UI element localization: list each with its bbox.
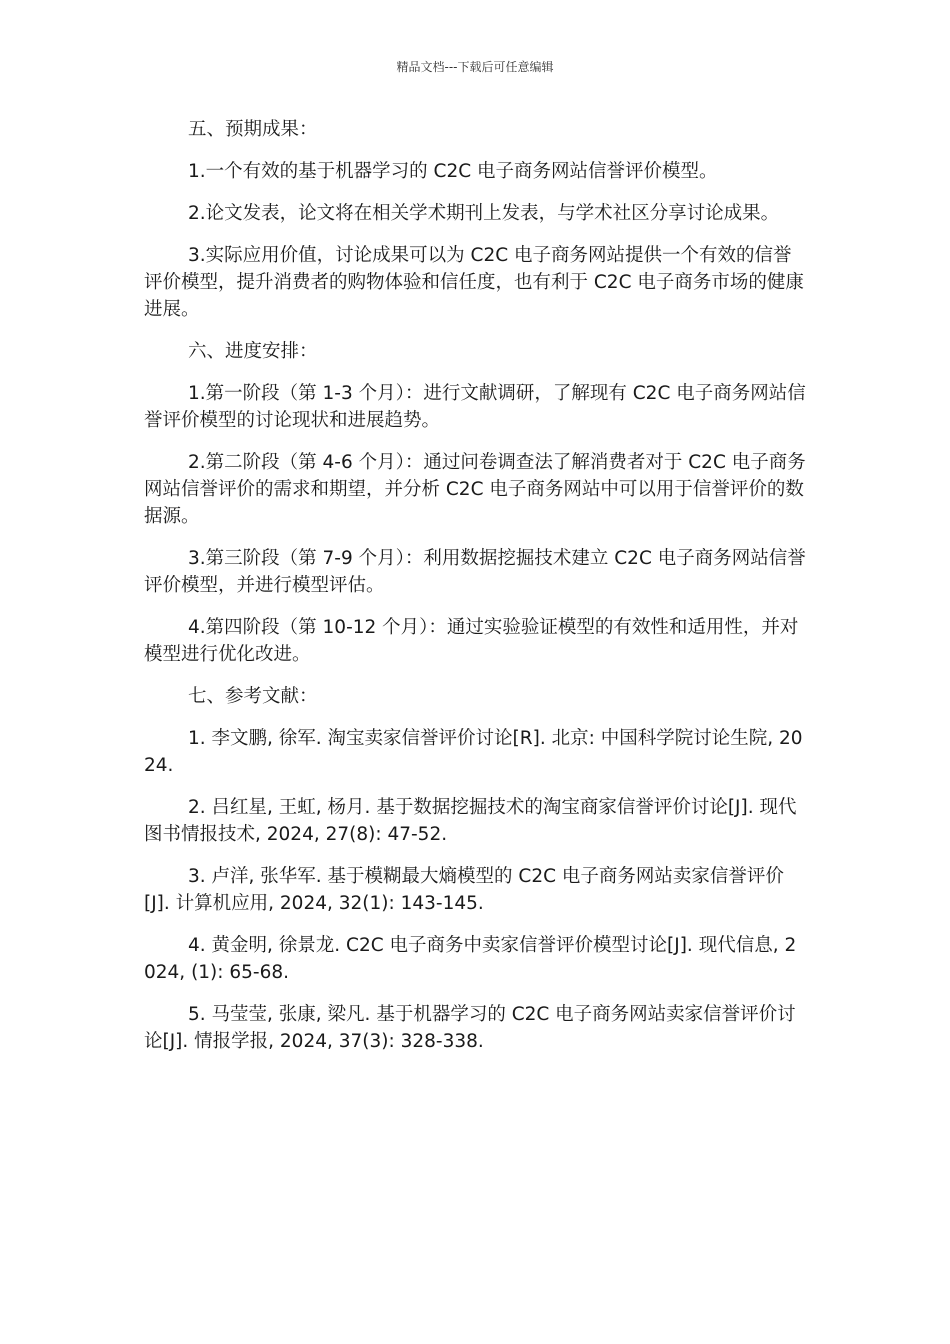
page-header: 精品文档---下载后可任意编辑 [396,60,554,74]
section-heading-schedule: 六、进度安排： [188,341,318,362]
paragraph: 1.第一阶段（第 1-3 个月）：进行文献调研，了解现有 C2C 电子商务网站信誉评价模型的讨论现状和进展趋势。 [144,383,806,431]
paragraph: 3.第三阶段（第 7-9 个月）：利用数据挖掘技术建立 C2C 电子商务网站信誉评价模型，并进行模型评估。 [144,548,806,596]
reference-item: 5. 马莹莹, 张康, 梁凡. 基于机器学习的 C2C 电子商务网站卖家信誉评价讨论[J]. 情报学报, 2024, 37(3): 328-338. [144,1004,796,1052]
paragraph: 2.第二阶段（第 4-6 个月）：通过问卷调查法了解消费者对于 C2C 电子商务网站信誉评价的需求和期望，并分析 C2C 电子商务网站中可以用于信誉评价的数据源。 [144,452,806,527]
reference-item: 2. 吕红星, 王虹, 杨月. 基于数据挖掘技术的淘宝商家信誉评价讨论[J]. 现代图书情报技术, 2024, 27(8): 47-52. [144,797,797,845]
document-body [144,116,806,1070]
reference-item: 3. 卢洋, 张华军. 基于模糊最大熵模型的 C2C 电子商务网站卖家信誉评价[J]. 计算机应用, 2024, 32(1): 143-145. [144,866,784,914]
reference-item: 1. 李文鹏, 徐军. 淘宝卖家信誉评价讨论[R]. 北京: 中国科学院讨论生院, 2024. [144,728,803,776]
section-heading-expected-results: 五、预期成果： [188,119,318,140]
paragraph: 2.论文发表，论文将在相关学术期刊上发表，与学术社区分享讨论成果。 [188,203,780,224]
paragraph: 1.一个有效的基于机器学习的 C2C 电子商务网站信誉评价模型。 [188,161,718,182]
paragraph: 3.实际应用价值，讨论成果可以为 C2C 电子商务网站提供一个有效的信誉评价模型，提升消费者的购物体验和信任度，也有利于 C2C 电子商务市场的健康进展。 [144,245,804,320]
paragraph: 4.第四阶段（第 10-12 个月）：通过实验验证模型的有效性和适用性，并对模型进行优化改进。 [144,617,799,665]
reference-item: 4. 黄金明, 徐景龙. C2C 电子商务中卖家信誉评价模型讨论[J]. 现代信息, 2024, (1): 65-68. [144,935,797,983]
section-heading-references: 七、参考文献： [188,686,318,707]
